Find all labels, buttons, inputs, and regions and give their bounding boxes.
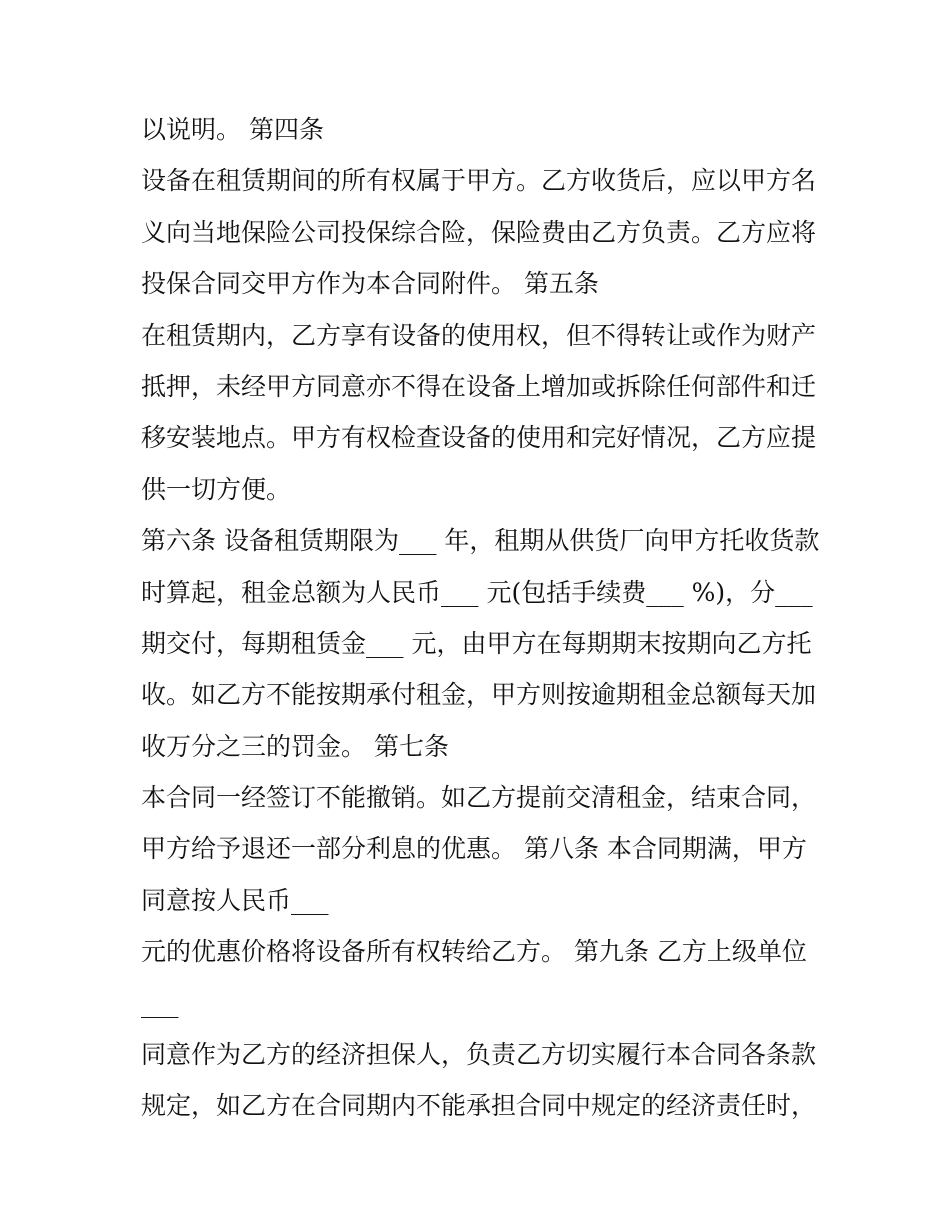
text-line: 义向当地保险公司投保综合险，保险费由乙方负责。乙方应将 <box>141 217 817 247</box>
text-line: 收万分之三的罚金。 第七条 <box>141 731 449 761</box>
text-line: 第六条 设备租赁期限为___ 年，租期从供货厂向甲方托收货款 <box>141 526 820 556</box>
text-line: 同意按人民币___ <box>141 885 329 915</box>
text-line: ___ <box>141 988 179 1018</box>
text-line: 期交付，每期租赁金___ 元，由甲方在每期期末按期向乙方托 <box>141 628 812 658</box>
text-line: 甲方给予退还一部分利息的优惠。 第八条 本合同期满，甲方 <box>141 834 807 864</box>
text-line: 以说明。 第四条 <box>141 115 324 144</box>
text-line: 收。如乙方不能按期承付租金，甲方则按逾期租金总额每天加 <box>141 680 817 710</box>
text-line: 供一切方便。 <box>141 474 292 504</box>
text-line: 元的优惠价格将设备所有权转给乙方。 第九条 乙方上级单位 <box>141 937 807 967</box>
text-line: 投保合同交甲方作为本合同附件。 第五条 <box>141 269 599 299</box>
text-line: 在租赁期内，乙方享有设备的使用权，但不得转让或作为财产 <box>141 320 817 350</box>
text-line: 本合同一经签订不能撤销。如乙方提前交清租金，结束合同， <box>141 783 817 813</box>
text-line: 规定，如乙方在合同期内不能承担合同中规定的经济责任时， <box>141 1091 817 1121</box>
contract-text-body <box>141 110 821 1138</box>
text-line: 设备在租赁期间的所有权属于甲方。乙方收货后，应以甲方名 <box>141 166 817 196</box>
text-line: 同意作为乙方的经济担保人，负责乙方切实履行本合同各条款 <box>141 1040 817 1070</box>
text-line: 移安装地点。甲方有权检查设备的使用和完好情况，乙方应提 <box>141 423 817 453</box>
text-line: 时算起，租金总额为人民币___ 元(包括手续费___ %)，分___ <box>141 577 813 607</box>
text-line: 抵押，未经甲方同意亦不得在设备上增加或拆除任何部件和迁 <box>141 371 817 401</box>
